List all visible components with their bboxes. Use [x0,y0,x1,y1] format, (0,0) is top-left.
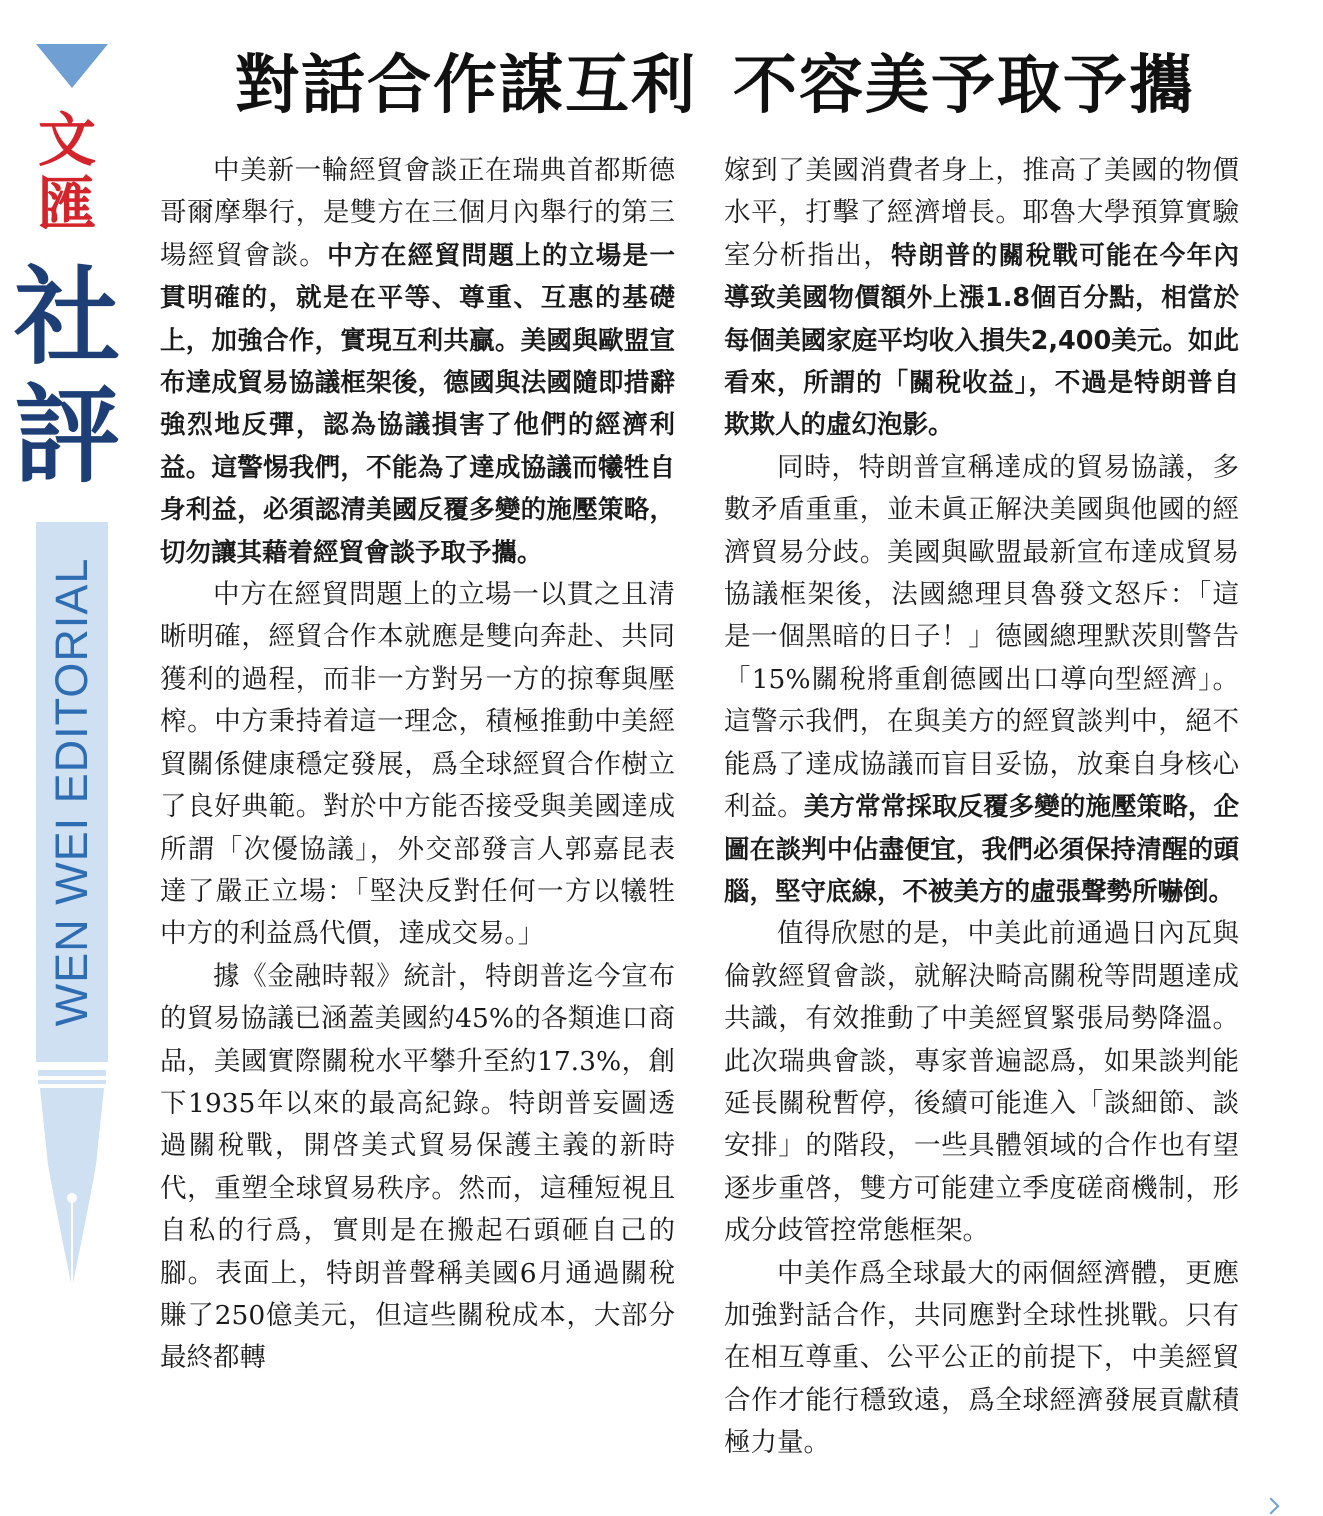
fountain-pen-nib-icon [36,1070,108,1290]
paragraph-3-continued [724,150,1239,447]
article-column-left [160,150,675,1490]
headline-part-2: 不容美予取予攜 [733,49,1195,123]
brand-column [0,0,130,1516]
brand-she-ping-char: 評 [14,372,120,497]
brand-wen-hui-char: 匯 [37,170,96,238]
brand-she-ping-char: 社 [14,254,120,379]
paragraph-5: 值得欣慰的是，中美此前通過日內瓦與倫敦經貿會談，就解決畸高關稅等問題達成共識，有效推動了中美經貿緊張局勢降溫。此次瑞典會談，專家普遍認爲，如果談判能延長關稅暫停，後續可能進入「談細節、談安排」的階段，一些具體領域的合作也有望逐步重啓，雙方可能建立季度磋商機制，形成分歧管控常態框架。 [724,918,1239,1247]
brand-wen-hui [22,108,112,236]
paragraph-1-bold: 中方在經貿問題上的立場是一貫明確的，就是在平等、尊重、互惠的基礎上，加強合作，實現互利共贏。美國與歐盟宣布達成貿易協議框架後，德國與法國隨即措辭強烈地反彈，認為協議損害了他們的經濟利益。這警惕我們，不能為了達成協議而犧牲自身利益，必須認清美國反覆多變的施壓策略，切勿讓其藉着經貿會談予取予攜。 [160,240,675,568]
english-label: WEN WEI EDITORIAL [46,557,97,1027]
paragraph-2: 中方在經貿問題上的立場一以貫之且清晰明確，經貿合作本就應是雙向奔赴、共同獲利的過程，而非一方對另一方的掠奪與壓榨。中方秉持着這一理念，積極推動中美經貿關係健康穩定發展，爲全球經貿合作樹立了良好典範。對於中方能否接受與美國達成所謂「次優協議」，外交部發言人郭嘉昆表達了嚴正立場：「堅決反對任何一方以犧牲中方的利益爲代價，達成交易。」 [160,579,675,950]
paragraph-3-cont-text: 嫁到了美國消費者身上，推高了美國的物價水平，打擊了經濟增長。耶魯大學預算實驗室分析指出， [724,155,1239,271]
triangle-marker-icon [36,44,108,88]
paragraph-1 [160,150,675,574]
paragraph-4-bold: 美方常常採取反覆多變的施壓策略，企圖在談判中佔盡便宜，我們必須保持清醒的頭腦，堅守底線，不被美方的虛張聲勢所嚇倒。 [724,792,1239,907]
paragraph-4 [724,447,1239,913]
paragraph-1-text: 中美新一輪經貿會談正在瑞典首都斯德哥爾摩舉行，是雙方在三個月內舉行的第三場經貿會談。 [160,155,675,271]
paragraph-6: 中美作爲全球最大的兩個經濟體，更應加強對話合作，共同應對全球性挑戰。只有在相互尊重、公平公正的前提下，中美經貿合作才能行穩致遠，爲全球經濟發展貢獻積極力量。 [724,1257,1239,1459]
brand-she-ping [12,254,122,497]
paragraph-3: 據《金融時報》統計，特朗普迄今宣布的貿易協議已涵蓋美國約45%的各類進口商品，美國實際關稅水平攀升至約17.3%，創下1935年以來的最高紀錄。特朗普妄圖透過關稅戰，開啓美式貿易保護主義的新時代，重塑全球貿易秩序。然而，這種短視且自私的行爲，實則是在搬起石頭砸自己的腳。表面上，特朗普聲稱美國6月通過關稅賺了250億美元，但這些關稅成本，大部分最終都轉 [160,960,675,1374]
headline-part-1: 對話合作謀互利 [235,49,697,123]
article-column-right [724,150,1239,1490]
corner-arrow-icon [1263,1498,1280,1515]
paragraph-3-cont-bold: 特朗普的關稅戰可能在今年內導致美國物價額外上漲1.8個百分點，相當於每個美國家庭平均收入損失2,400美元。如此看來，所謂的「關稅收益」，不過是特朗普自欺欺人的虛幻泡影。 [724,240,1239,441]
paragraph-4-text: 同時，特朗普宣稱達成的貿易協議，多數矛盾重重，並未眞正解決美國與他國的經濟貿易分歧。美國與歐盟最新宣布達成貿易協議框架後，法國總理貝魯發文怒斥：「這是一個黑暗的日子！」德國總理默茨則警告「15%關稅將重創德國出口導向型經濟」。這警示我們，在與美方的經貿談判中，絕不能爲了達成協議而盲目妥協，放棄自身核心利益。 [724,451,1239,823]
headline [160,46,1270,126]
brand-wen-hui-char: 文 [37,106,96,174]
